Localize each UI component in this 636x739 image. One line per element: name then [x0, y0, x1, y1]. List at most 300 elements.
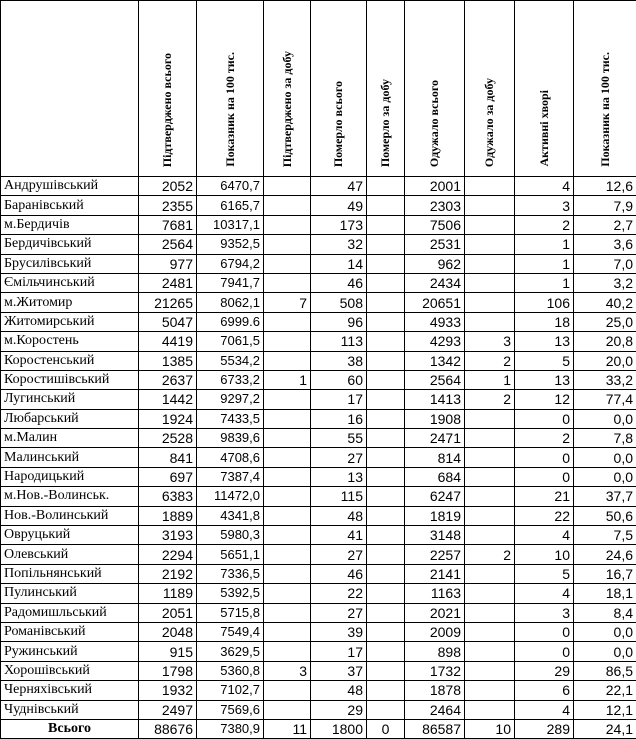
deaths-total-cell: 27: [311, 545, 367, 564]
recovered-day-cell: [465, 273, 515, 292]
active-rate-cell: 3,2: [574, 273, 636, 292]
deaths-total-cell: 113: [311, 332, 367, 351]
table-row: [1, 235, 636, 254]
active-cell: 22: [515, 506, 574, 525]
confirmed-day-cell: [264, 584, 311, 603]
district-name: Ємільчинський: [1, 273, 139, 292]
deaths-day-cell: [367, 487, 405, 506]
table-row: [1, 467, 636, 486]
rate-cell: 6470,7: [197, 177, 264, 196]
confirmed-day-cell: 7: [264, 293, 311, 312]
confirmed-day-cell: [264, 467, 311, 486]
recovered-total-cell: 3148: [405, 526, 465, 545]
rate-cell: 6733,2: [197, 370, 264, 389]
table-row: [1, 254, 636, 273]
confirmed-day-cell: [264, 351, 311, 370]
deaths-day-cell: [367, 215, 405, 234]
deaths-total-cell: 17: [311, 390, 367, 409]
confirmed-total-cell: 2192: [139, 564, 197, 583]
recovered-total-cell: 962: [405, 254, 465, 273]
confirmed-total-cell: 2497: [139, 700, 197, 719]
active-cell: 0: [515, 642, 574, 661]
recovered-total-cell: 2141: [405, 564, 465, 583]
header-district: [1, 1, 139, 177]
confirmed-total-cell: 2355: [139, 196, 197, 215]
header-confirmed-total: Підтверджено всього: [139, 1, 197, 177]
district-name: Радомишльський: [1, 603, 139, 622]
active-rate-cell: 22,1: [574, 681, 636, 700]
recovered-day-cell: [465, 467, 515, 486]
active-cell: 0: [515, 409, 574, 428]
recovered-day-cell: 2: [465, 351, 515, 370]
confirmed-day-cell: [264, 642, 311, 661]
active-cell: 0: [515, 448, 574, 467]
deaths-total-cell: 46: [311, 273, 367, 292]
recovered-total-cell: 2001: [405, 177, 465, 196]
recovered-day-cell: [465, 564, 515, 583]
confirmed-total-cell: 2528: [139, 429, 197, 448]
table-row: [1, 351, 636, 370]
district-name: Романівський: [1, 622, 139, 641]
active-cell: 0: [515, 622, 574, 641]
deaths-day-cell: [367, 545, 405, 564]
active-cell: 1: [515, 235, 574, 254]
deaths-day-cell: [367, 177, 405, 196]
active-rate-cell: 12,6: [574, 177, 636, 196]
active-rate-cell: 3,6: [574, 235, 636, 254]
active-rate-cell: 50,6: [574, 506, 636, 525]
confirmed-total-cell: 2637: [139, 370, 197, 389]
active-cell: 29: [515, 661, 574, 680]
rate-cell: 4708,6: [197, 448, 264, 467]
table-row: [1, 429, 636, 448]
confirmed-day-cell: [264, 681, 311, 700]
recovered-total-cell: 2471: [405, 429, 465, 448]
deaths-total-cell: 47: [311, 177, 367, 196]
deaths-day-cell: [367, 506, 405, 525]
table-row: [1, 564, 636, 583]
active-cell: 18: [515, 312, 574, 331]
active-rate-cell: 2,7: [574, 215, 636, 234]
district-name: Коростенський: [1, 351, 139, 370]
active-rate-cell: 37,7: [574, 487, 636, 506]
recovered-day-cell: 2: [465, 545, 515, 564]
deaths-total-cell: 32: [311, 235, 367, 254]
recovered-day-cell: [465, 681, 515, 700]
active-cell: 5: [515, 564, 574, 583]
confirmed-total-cell: 3193: [139, 526, 197, 545]
confirmed-day-cell: [264, 603, 311, 622]
district-name: Брусилівський: [1, 254, 139, 273]
recovered-total-cell: 1732: [405, 661, 465, 680]
confirmed-total-cell: 1385: [139, 351, 197, 370]
confirmed-total-cell: 88676: [139, 719, 197, 738]
table-row: [1, 293, 636, 312]
rate-cell: 7380,9: [197, 719, 264, 738]
header-confirmed-day: Підтверджено за добу: [264, 1, 311, 177]
deaths-day-cell: [367, 642, 405, 661]
recovered-total-cell: 86587: [405, 719, 465, 738]
active-cell: 1: [515, 254, 574, 273]
active-cell: 2: [515, 429, 574, 448]
active-cell: 4: [515, 700, 574, 719]
active-cell: 21: [515, 487, 574, 506]
confirmed-total-cell: 1924: [139, 409, 197, 428]
deaths-total-cell: 46: [311, 564, 367, 583]
active-cell: 106: [515, 293, 574, 312]
confirmed-day-cell: [264, 196, 311, 215]
active-rate-cell: 0,0: [574, 622, 636, 641]
confirmed-day-cell: [264, 622, 311, 641]
confirmed-total-cell: 2048: [139, 622, 197, 641]
recovered-day-cell: [465, 177, 515, 196]
active-cell: 4: [515, 526, 574, 545]
rate-cell: 5534,2: [197, 351, 264, 370]
deaths-total-cell: 508: [311, 293, 367, 312]
recovered-day-cell: [465, 700, 515, 719]
confirmed-total-cell: 21265: [139, 293, 197, 312]
confirmed-day-cell: [264, 429, 311, 448]
header-deaths-total: Померло всього: [311, 1, 367, 177]
recovered-day-cell: [465, 622, 515, 641]
deaths-total-cell: 60: [311, 370, 367, 389]
deaths-total-cell: 14: [311, 254, 367, 273]
deaths-total-cell: 1800: [311, 719, 367, 738]
rate-cell: 5980,3: [197, 526, 264, 545]
table-row: [1, 448, 636, 467]
deaths-day-cell: [367, 351, 405, 370]
rate-cell: 7102,7: [197, 681, 264, 700]
recovered-day-cell: [465, 526, 515, 545]
district-name: Любарський: [1, 409, 139, 428]
deaths-total-cell: 16: [311, 409, 367, 428]
active-rate-cell: 40,2: [574, 293, 636, 312]
deaths-total-cell: 115: [311, 487, 367, 506]
confirmed-total-cell: 6383: [139, 487, 197, 506]
district-name: Бердичівський: [1, 235, 139, 254]
deaths-day-cell: [367, 564, 405, 583]
deaths-day-cell: [367, 661, 405, 680]
recovered-day-cell: [465, 584, 515, 603]
confirmed-day-cell: [264, 564, 311, 583]
active-rate-cell: 24,6: [574, 545, 636, 564]
district-name: Коростишівський: [1, 370, 139, 389]
deaths-total-cell: 48: [311, 506, 367, 525]
recovered-day-cell: [465, 603, 515, 622]
recovered-total-cell: 814: [405, 448, 465, 467]
recovered-day-cell: [465, 429, 515, 448]
active-cell: 1: [515, 273, 574, 292]
confirmed-day-cell: [264, 273, 311, 292]
active-rate-cell: 12,1: [574, 700, 636, 719]
recovered-total-cell: 1342: [405, 351, 465, 370]
table-row: [1, 603, 636, 622]
deaths-day-cell: [367, 293, 405, 312]
confirmed-total-cell: 1442: [139, 390, 197, 409]
recovered-day-cell: 2: [465, 390, 515, 409]
confirmed-day-cell: [264, 215, 311, 234]
district-name: Народицький: [1, 467, 139, 486]
deaths-total-cell: 55: [311, 429, 367, 448]
confirmed-total-cell: 7681: [139, 215, 197, 234]
active-rate-cell: 25,0: [574, 312, 636, 331]
active-cell: 10: [515, 545, 574, 564]
district-name: Попільнянський: [1, 564, 139, 583]
table-row: [1, 273, 636, 292]
recovered-total-cell: 2009: [405, 622, 465, 641]
recovered-day-cell: [465, 293, 515, 312]
deaths-day-cell: [367, 448, 405, 467]
active-rate-cell: 18,1: [574, 584, 636, 603]
confirmed-total-cell: 1189: [139, 584, 197, 603]
recovered-total-cell: 2021: [405, 603, 465, 622]
recovered-day-cell: 1: [465, 370, 515, 389]
recovered-total-cell: 1908: [405, 409, 465, 428]
district-name: Хорошівський: [1, 661, 139, 680]
recovered-total-cell: 4933: [405, 312, 465, 331]
active-cell: 13: [515, 332, 574, 351]
deaths-day-cell: [367, 312, 405, 331]
total-row: [1, 719, 636, 738]
confirmed-day-cell: 11: [264, 719, 311, 738]
active-cell: 4: [515, 584, 574, 603]
header-active: Активні хворі: [515, 1, 574, 177]
confirmed-total-cell: 2564: [139, 235, 197, 254]
district-name: Ружинський: [1, 642, 139, 661]
district-name: Андрушівський: [1, 177, 139, 196]
rate-cell: 10317,1: [197, 215, 264, 234]
confirmed-total-cell: 5047: [139, 312, 197, 331]
confirmed-day-cell: [264, 390, 311, 409]
active-rate-cell: 0,0: [574, 409, 636, 428]
rate-cell: 7549,4: [197, 622, 264, 641]
district-name: Лугинський: [1, 390, 139, 409]
active-rate-cell: 20,0: [574, 351, 636, 370]
recovered-day-cell: [465, 215, 515, 234]
active-cell: 4: [515, 177, 574, 196]
confirmed-day-cell: [264, 332, 311, 351]
district-name: м.Нов.-Волинськ.: [1, 487, 139, 506]
deaths-day-cell: [367, 584, 405, 603]
district-name: Олевський: [1, 545, 139, 564]
active-rate-cell: 0,0: [574, 448, 636, 467]
district-name: м.Житомир: [1, 293, 139, 312]
active-rate-cell: 16,7: [574, 564, 636, 583]
rate-cell: 5715,8: [197, 603, 264, 622]
confirmed-day-cell: [264, 487, 311, 506]
district-name: Пулинський: [1, 584, 139, 603]
rate-cell: 7941,7: [197, 273, 264, 292]
deaths-total-cell: 48: [311, 681, 367, 700]
district-name: Нов.-Волинський: [1, 506, 139, 525]
active-rate-cell: 0,0: [574, 642, 636, 661]
confirmed-total-cell: 2294: [139, 545, 197, 564]
rate-cell: 7569,6: [197, 700, 264, 719]
recovered-day-cell: [465, 409, 515, 428]
table-row: [1, 196, 636, 215]
table-row: [1, 409, 636, 428]
header-recovered-day: Одужало за добу: [465, 1, 515, 177]
active-rate-cell: 7,9: [574, 196, 636, 215]
confirmed-day-cell: [264, 254, 311, 273]
district-name: Овруцький: [1, 526, 139, 545]
rate-cell: 3629,5: [197, 642, 264, 661]
deaths-day-cell: [367, 622, 405, 641]
deaths-total-cell: 17: [311, 642, 367, 661]
active-cell: 289: [515, 719, 574, 738]
recovered-total-cell: 2303: [405, 196, 465, 215]
active-cell: 0: [515, 467, 574, 486]
recovered-day-cell: [465, 235, 515, 254]
recovered-total-cell: 1413: [405, 390, 465, 409]
header-deaths-day: Померло за добу: [367, 1, 405, 177]
rate-cell: 6165,7: [197, 196, 264, 215]
table-row: [1, 390, 636, 409]
deaths-total-cell: 96: [311, 312, 367, 331]
recovered-day-cell: [465, 448, 515, 467]
active-rate-cell: 86,5: [574, 661, 636, 680]
confirmed-total-cell: 915: [139, 642, 197, 661]
rate-cell: 9297,2: [197, 390, 264, 409]
deaths-total-cell: 37: [311, 661, 367, 680]
deaths-total-cell: 27: [311, 603, 367, 622]
recovered-day-cell: [465, 196, 515, 215]
table-row: [1, 681, 636, 700]
active-cell: 3: [515, 196, 574, 215]
deaths-total-cell: 38: [311, 351, 367, 370]
deaths-total-cell: 41: [311, 526, 367, 545]
deaths-day-cell: [367, 681, 405, 700]
table-row: [1, 487, 636, 506]
recovered-day-cell: [465, 312, 515, 331]
deaths-day-cell: [367, 603, 405, 622]
district-name: Житомирський: [1, 312, 139, 331]
rate-cell: 6999.6: [197, 312, 264, 331]
deaths-day-cell: [367, 429, 405, 448]
rate-cell: 9839,6: [197, 429, 264, 448]
district-name: м.Малин: [1, 429, 139, 448]
deaths-day-cell: 0: [367, 719, 405, 738]
active-rate-cell: 20,8: [574, 332, 636, 351]
deaths-total-cell: 13: [311, 467, 367, 486]
confirmed-day-cell: [264, 177, 311, 196]
rate-cell: 8062,1: [197, 293, 264, 312]
confirmed-total-cell: 841: [139, 448, 197, 467]
deaths-day-cell: [367, 196, 405, 215]
district-name: Всього: [1, 719, 139, 738]
deaths-total-cell: 22: [311, 584, 367, 603]
district-name: Малинський: [1, 448, 139, 467]
deaths-day-cell: [367, 409, 405, 428]
confirmed-day-cell: [264, 700, 311, 719]
deaths-day-cell: [367, 273, 405, 292]
recovered-total-cell: 1819: [405, 506, 465, 525]
deaths-total-cell: 27: [311, 448, 367, 467]
confirmed-day-cell: [264, 235, 311, 254]
active-rate-cell: 77,4: [574, 390, 636, 409]
table-row: [1, 526, 636, 545]
rate-cell: 4341,8: [197, 506, 264, 525]
deaths-day-cell: [367, 700, 405, 719]
district-name: Баранівський: [1, 196, 139, 215]
deaths-day-cell: [367, 467, 405, 486]
deaths-total-cell: 39: [311, 622, 367, 641]
recovered-total-cell: 2464: [405, 700, 465, 719]
active-rate-cell: 7,8: [574, 429, 636, 448]
table-row: [1, 332, 636, 351]
confirmed-day-cell: [264, 312, 311, 331]
recovered-total-cell: 2531: [405, 235, 465, 254]
confirmed-day-cell: 3: [264, 661, 311, 680]
recovered-total-cell: 2564: [405, 370, 465, 389]
confirmed-total-cell: 2051: [139, 603, 197, 622]
recovered-day-cell: [465, 254, 515, 273]
rate-cell: 7336,5: [197, 564, 264, 583]
active-rate-cell: 0,0: [574, 467, 636, 486]
deaths-total-cell: 49: [311, 196, 367, 215]
table-row: [1, 177, 636, 196]
recovered-total-cell: 898: [405, 642, 465, 661]
recovered-total-cell: 6247: [405, 487, 465, 506]
district-name: м.Бердичів: [1, 215, 139, 234]
active-rate-cell: 7,5: [574, 526, 636, 545]
confirmed-total-cell: 977: [139, 254, 197, 273]
confirmed-day-cell: [264, 409, 311, 428]
recovered-day-cell: 3: [465, 332, 515, 351]
recovered-day-cell: [465, 661, 515, 680]
table-row: [1, 700, 636, 719]
deaths-day-cell: [367, 370, 405, 389]
deaths-day-cell: [367, 390, 405, 409]
table-row: [1, 642, 636, 661]
district-name: м.Коростень: [1, 332, 139, 351]
confirmed-total-cell: 1798: [139, 661, 197, 680]
active-cell: 3: [515, 603, 574, 622]
table-row: [1, 622, 636, 641]
header-active-rate: Показник на 100 тис.: [574, 1, 636, 177]
table-row: [1, 312, 636, 331]
deaths-day-cell: [367, 235, 405, 254]
confirmed-total-cell: 1889: [139, 506, 197, 525]
deaths-total-cell: 29: [311, 700, 367, 719]
table-row: [1, 545, 636, 564]
confirmed-day-cell: [264, 526, 311, 545]
rate-cell: 5651,1: [197, 545, 264, 564]
table-row: [1, 584, 636, 603]
active-cell: 6: [515, 681, 574, 700]
recovered-total-cell: 684: [405, 467, 465, 486]
confirmed-day-cell: [264, 545, 311, 564]
rate-cell: 5360,8: [197, 661, 264, 680]
active-rate-cell: 24,1: [574, 719, 636, 738]
rate-cell: 7061,5: [197, 332, 264, 351]
confirmed-day-cell: [264, 506, 311, 525]
recovered-total-cell: 1163: [405, 584, 465, 603]
header-rate-per-100k: Показник на 100 тис.: [197, 1, 264, 177]
header-row: [1, 1, 636, 177]
table-row: [1, 506, 636, 525]
table-row: [1, 370, 636, 389]
active-rate-cell: 33,2: [574, 370, 636, 389]
rate-cell: 5392,5: [197, 584, 264, 603]
active-cell: 12: [515, 390, 574, 409]
recovered-total-cell: 2257: [405, 545, 465, 564]
confirmed-total-cell: 697: [139, 467, 197, 486]
confirmed-total-cell: 2052: [139, 177, 197, 196]
deaths-total-cell: 173: [311, 215, 367, 234]
recovered-total-cell: 7506: [405, 215, 465, 234]
confirmed-total-cell: 2481: [139, 273, 197, 292]
